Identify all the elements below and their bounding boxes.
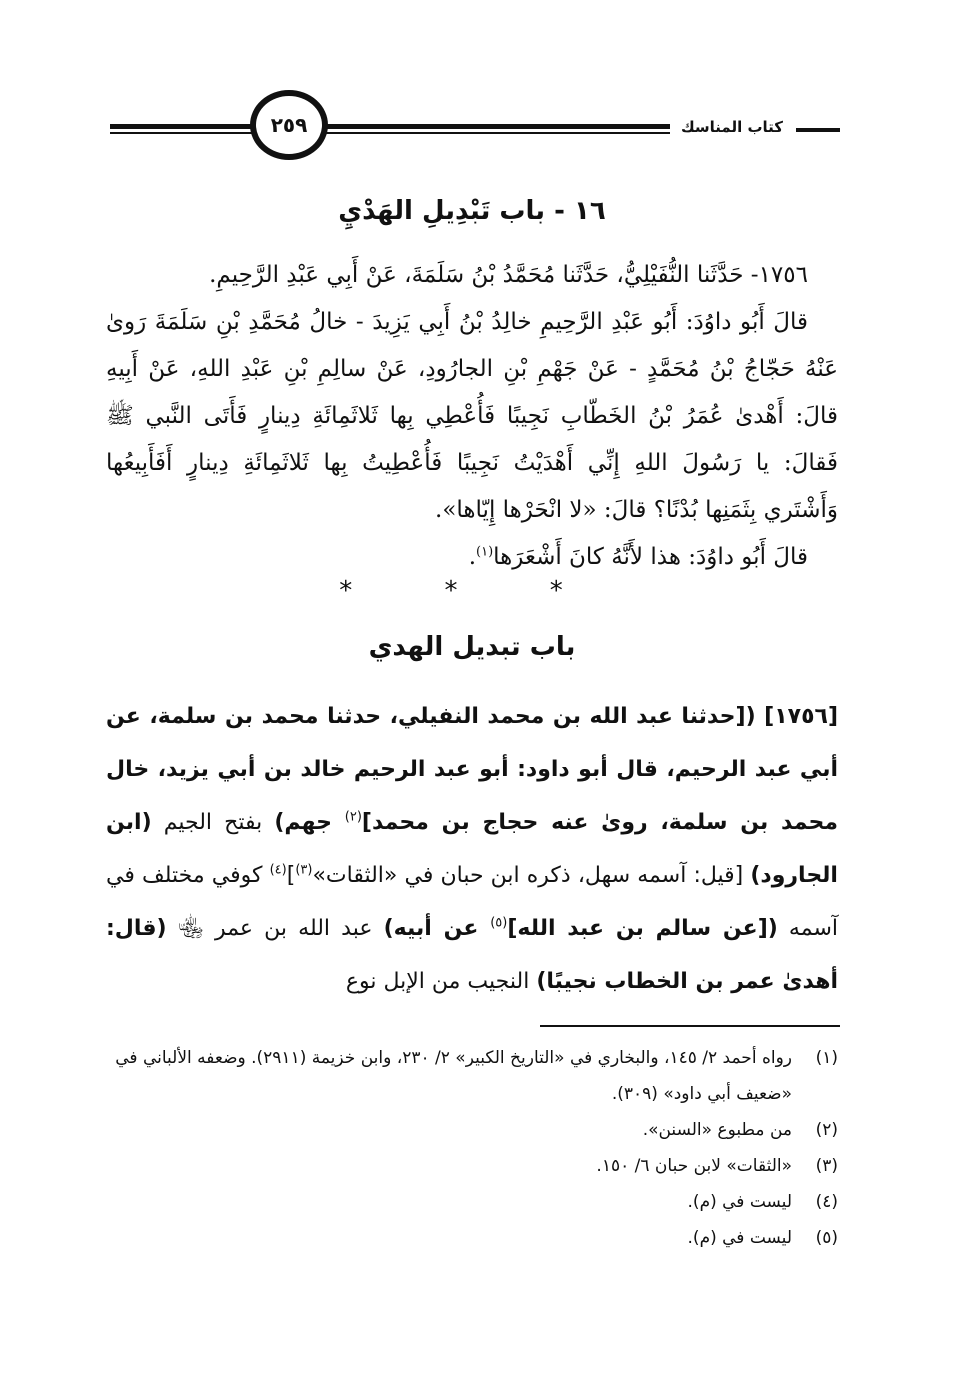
- footnote-number: (٢): [815, 1120, 838, 1140]
- abu-dawud-note-end: .: [468, 544, 476, 570]
- footnote-number: (٣): [815, 1156, 838, 1176]
- commentary-segment: عبد الله بن عمر ﵄: [166, 916, 384, 941]
- footnote-text: ليست في (م).: [687, 1192, 792, 1212]
- footnote-item: [106, 1148, 838, 1184]
- footnote-rule: [540, 1025, 840, 1027]
- commentary-segment: [قيل: آسمه سهل، ذكره ابن حبان في «الثقات»: [312, 863, 751, 888]
- book-title: كتاب المناسك: [670, 118, 794, 136]
- commentary-segment: كوفي مختلف في آسمه: [106, 863, 838, 941]
- hadith-isnad: ١٧٥٦- حَدَّثَنا النُّفَيْلِيُّ، حَدَّثَنا مُحَمَّدُ بْنُ سَلَمَةَ، عَنْ أَبِي عَبْدِ الرَّحِيمِ.: [209, 262, 808, 288]
- footnotes: [106, 1040, 838, 1256]
- commentary-segment: (ابن الجارود): [106, 810, 838, 888]
- running-header: [100, 88, 840, 158]
- commentary-segment: بفتح الجيم: [151, 810, 275, 835]
- abu-dawud-note-text: قالَ أَبُو داوُدَ: هذا لأَنَّهُ كانَ أَشْعَرَها: [493, 544, 808, 570]
- commentary-segment: [١٧٥٦] (: [745, 704, 838, 729]
- footnote-text: رواه أحمد ٢/ ١٤٥، والبخاري في «التاريخ الكبير» ٢/ ٢٣٠، وابن خزيمة (٢٩١١). وضعفه الألباني في «ضعيف أبي داود» (٣٠٩).: [115, 1048, 792, 1104]
- footnote-item: [106, 1040, 838, 1112]
- footnote-ref: (٥): [490, 915, 508, 931]
- section-separator: * * *: [339, 576, 605, 606]
- commentary-segment: (قال: أهدىٰ عمر بن الخطاب نجيبًا): [106, 916, 838, 994]
- footnote-item: [106, 1220, 838, 1256]
- footnote-text: ليست في (م).: [687, 1228, 792, 1248]
- footnote-item: [106, 1184, 838, 1220]
- abu-dawud-note: [106, 534, 838, 581]
- commentary-segment: عن أبيه): [383, 916, 491, 941]
- footnote-text: من مطبوع «السنن».: [642, 1120, 792, 1140]
- commentary-segment: جهم): [274, 810, 345, 835]
- commentary-segment: النجيب من الإبل نوع: [345, 969, 537, 994]
- hadith-matn: قالَ أَبُو داوُدَ: أَبُو عَبْدِ الرَّحِيمِ خالِدُ بْنُ أَبِي يَزِيدَ - خالُ مُحَمَّدِ بْنِ سَلَمَةَ رَوىٰ عَنْهُ حَجّاجُ بْنُ مُحَمَّدٍ - عَنْ جَهْمِ بْنِ الجارُودِ، عَنْ سالِمِ بْنِ عَبْدِ اللهِ، عَنْ أَبِيهِ قالَ: أَهْدىٰ عُمَرُ بْنُ الخَطّابِ نَجِيبًا فَأُعْطِي بِها ثَلاثَمِائَةِ دِينارٍ فَأَتَى النَّبي ﷺ فَقالَ: يا رَسُولَ اللهِ إِنِّي أَهْدَيْتُ نَجِيبًا فَأُعْطِيتُ بِها ثَلاثَمِائَةِ دِينارٍ أَفَأَبِيعُها وَأَشْتَري بِثَمَنِها بُدْنًا؟ قالَ: «لا انْحَرْها إِيّاها».: [106, 309, 838, 523]
- header-rule: [110, 124, 260, 129]
- hadith-text: [106, 252, 838, 581]
- page-number: ٢٥٩: [250, 90, 328, 160]
- footnote-number: (٤): [815, 1192, 838, 1212]
- commentary-segment: ([عن سالم بن عبد الله]: [507, 916, 778, 941]
- chapter-heading: ١٦ - باب تَبْدِيلِ الهَدْيِ: [338, 196, 606, 226]
- footnote-item: [106, 1112, 838, 1148]
- footnote-ref: (١): [476, 544, 494, 560]
- footnote-ref: (٤): [269, 862, 287, 878]
- footnote-number: (١): [815, 1048, 838, 1068]
- footnote-ref: (٣): [295, 862, 313, 878]
- footnote-text: «الثقات» لابن حبان ٦/ ١٥٠.: [596, 1156, 792, 1176]
- header-dash: [796, 128, 840, 132]
- footnote-ref: (٢): [344, 809, 362, 825]
- commentary-segment: [حدثنا عبد الله بن محمد النفيلي، حدثنا محمد بن سلمة، عن أبي عبد الرحيم، قال أبو داود: أبو عبد الرحيم خالد بن أبي يزيد، خال محمد بن سلمة، روىٰ عنه حجاج بن محمد]: [106, 704, 838, 835]
- footnote-list: [106, 1040, 838, 1256]
- commentary-paragraph: [106, 690, 838, 1008]
- commentary-segment: ]: [286, 863, 296, 888]
- header-rule: [110, 132, 260, 134]
- commentary-text: [106, 690, 838, 1008]
- footnote-number: (٥): [815, 1228, 838, 1248]
- commentary-heading: باب تبديل الهدي: [368, 632, 576, 662]
